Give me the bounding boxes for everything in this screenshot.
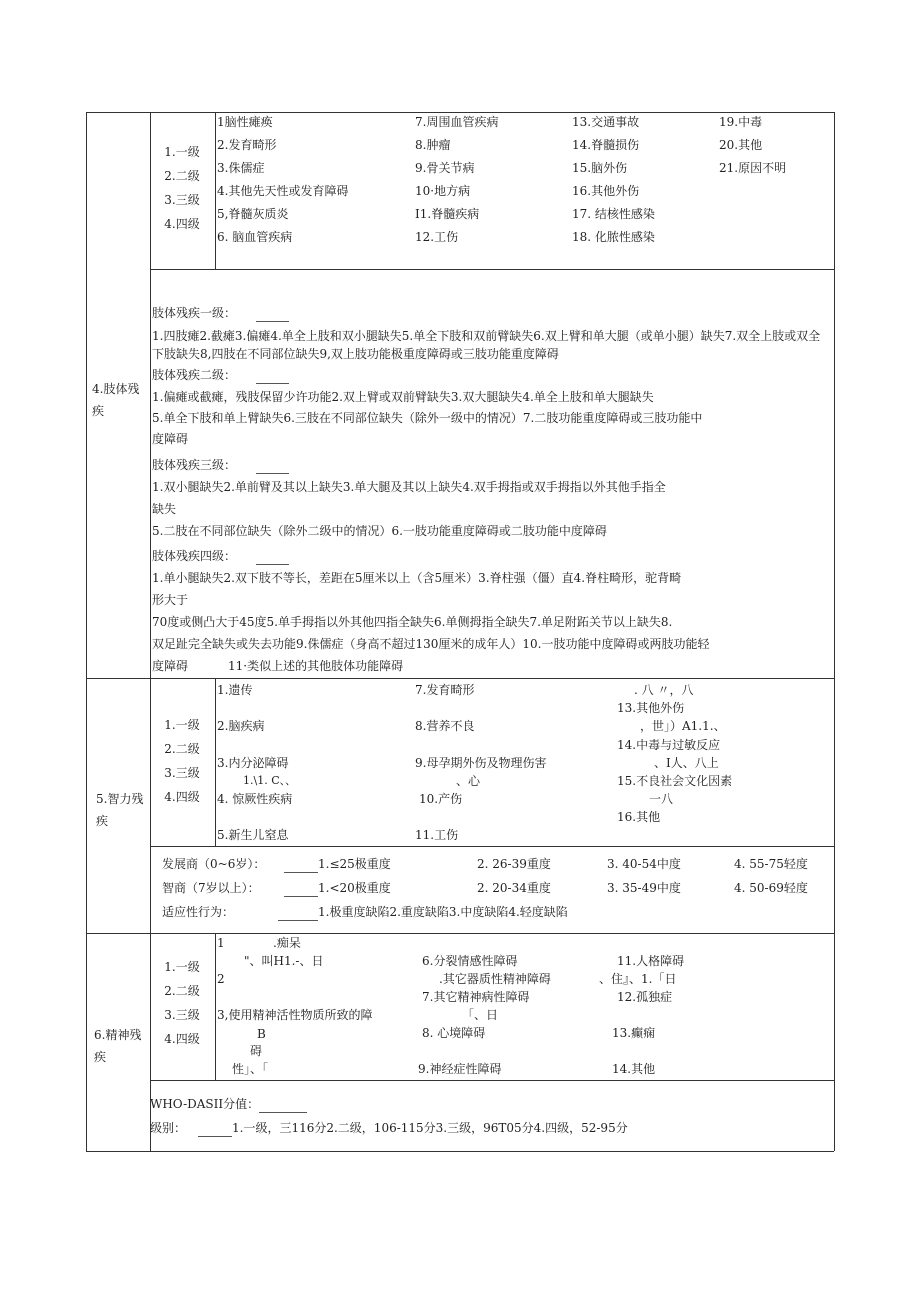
limb-grade2-line: 度障碍 — [152, 432, 189, 446]
mental-cause: 、住』、1.「日 — [599, 972, 677, 986]
intellect-category-label: 5.智力残疾 — [96, 792, 144, 828]
iq-option: 1.<20极重度 — [318, 881, 391, 895]
intellect-cause: 14.中毒与过敏反应 — [617, 738, 721, 752]
table-right-border — [834, 112, 835, 1151]
mental-cause: 8. 心境障碍 — [422, 1026, 486, 1040]
iq-option: 2. 20-34重度 — [477, 881, 551, 895]
who-dasii-label: WHO-DASII分值： — [150, 1097, 260, 1111]
intellect-cause: ，世」）A1.1.、 — [640, 719, 726, 733]
blank-line — [256, 321, 289, 322]
limb-grade4-line: 度障碍 — [152, 659, 189, 673]
adapt-options: 1.极重度缺陷2.重度缺陷3.中度缺陷4.轻度缺陷 — [318, 905, 568, 919]
mental-cause: .其它器质性精神障碍 — [439, 972, 551, 986]
limb-level-divider — [215, 112, 216, 269]
level-3: 3.三级 — [164, 1008, 200, 1022]
mental-cause: 碍 — [250, 1044, 263, 1058]
mental-cause: 11.人格障碍 — [617, 954, 685, 968]
blank-line — [256, 383, 289, 384]
intellect-cause: 1.遗传 — [217, 683, 253, 697]
mental-cause: 6.分裂情感性障碍 — [422, 954, 518, 968]
blank-line — [278, 920, 318, 921]
intellect-cause: 8.营养不良 — [415, 719, 475, 733]
intellect-cause: 、心 — [456, 774, 481, 788]
mental-cause: .痴呆 — [273, 936, 301, 950]
intellect-cause: . 八 〃，八 — [634, 683, 694, 697]
limb-category-label: 4.肢体残疾 — [92, 382, 140, 418]
limb-grade3-line: 5.二肢在不同部位缺失（除外二级中的情况）6.一肢功能重度障碍或二肢功能中度障碍 — [152, 524, 607, 538]
mental-cause: 12.孤独症 — [617, 990, 673, 1004]
limb-grade4-line: 70度或侧凸大于45度5.单手拇指以外其他四指全缺失6.单侧拇指全缺失7.单足附跖关节以上缺失8. — [152, 615, 673, 629]
table-bottom-border — [86, 1151, 834, 1152]
blank-line — [284, 896, 318, 897]
limb-grade3-line: 1.双小腿缺失2.单前臂及其以上缺失3.单大腿及其以上缺失4.双手拇指或双手拇指以外其他手指全 — [152, 480, 666, 494]
dq-option: 1.≤25极重度 — [318, 857, 391, 871]
mental-category-label: 6.精神残疾 — [94, 1028, 142, 1064]
limb-grade2-line: 1.偏瘫或截瘫，残肢保留少许功能2.双上臂或双前臂缺失3.双大腿缺失4.单全上肢和单大腿缺失 — [152, 390, 654, 404]
mental-cause: 7.其它精神病性障碍 — [422, 990, 530, 1004]
limb-cause: 7.周围血管疾病 — [415, 115, 499, 129]
intellect-cause: 10.产伤 — [419, 792, 463, 806]
adapt-label: 适应性行为： — [162, 905, 235, 919]
blank-line — [259, 1112, 307, 1113]
limb-cause: 10·地方病 — [415, 184, 471, 198]
intellect-cause: 一八 — [649, 792, 674, 806]
mental-levels — [152, 955, 212, 1051]
intellect-cause: 11.工伤 — [415, 828, 459, 842]
blank-line — [198, 1136, 232, 1137]
level-2: 2.二级 — [164, 169, 200, 183]
intellect-cause: 16.其他 — [617, 810, 661, 824]
limb-cause: 9.骨关节病 — [415, 161, 475, 175]
level-1: 1.一级 — [164, 145, 200, 159]
mental-grade-label: 级别： — [150, 1121, 187, 1135]
limb-cause: 12.工伤 — [415, 230, 459, 244]
blank-line — [284, 872, 318, 873]
limb-cause: 8.肿瘤 — [415, 138, 451, 152]
limb-cause: 18. 化脓性感染 — [572, 230, 655, 244]
table-top-border — [86, 112, 834, 113]
intellect-cause: 15.不良社会文化因素 — [617, 774, 733, 788]
limb-grade3-title: 肢体残疾三级： — [152, 458, 237, 472]
mental-cause: 1 — [217, 936, 225, 950]
limb-grade1-title: 肢体残疾一级： — [152, 306, 237, 320]
mental-cause: "、叫H1.-、日 — [244, 954, 324, 968]
dq-option: 2. 26-39重度 — [477, 857, 551, 871]
intellect-causes-bottom-border — [150, 846, 834, 847]
limb-cause: 19.中毒 — [719, 115, 763, 129]
intellect-level-divider — [215, 678, 216, 846]
limb-cause: 17. 结核性感染 — [572, 207, 655, 221]
intellect-cause: 3.内分泌障碍 — [217, 756, 289, 770]
level-4: 4.四级 — [164, 217, 200, 231]
intellect-cause: 2.脑疾病 — [217, 719, 265, 733]
level-2: 2.二级 — [164, 984, 200, 998]
mental-level-divider — [215, 933, 216, 1080]
mental-grade-text: 1.一级，三116分2.二级，106-115分3.三级，96T05分4.四级，52-95分 — [232, 1121, 628, 1135]
limb-levels — [152, 140, 212, 236]
limb-cause: 1脑性瘫痪 — [217, 115, 273, 129]
level-3: 3.三级 — [164, 766, 200, 780]
limb-cause: 16.其他外伤 — [572, 184, 640, 198]
blank-line — [256, 564, 289, 565]
mental-cause: 2 — [217, 972, 225, 986]
intellect-cause: 4. 惊厥性疾病 — [217, 792, 293, 806]
limb-grade4-line: 双足趾完全缺失或失去功能9.侏儒症（身高不超过130厘米的成年人）10.一肢功能中度障碍或两肢功能轻 — [152, 637, 710, 651]
limb-grade4-line: 11·类似上述的其他肢体功能障碍 — [228, 659, 404, 673]
limb-cause: 5,脊髓灰质炎 — [217, 207, 289, 221]
intellect-cause: 13.其他外伤 — [617, 701, 685, 715]
intellect-cause: 7.发育畸形 — [415, 683, 475, 697]
level-4: 4.四级 — [164, 1032, 200, 1046]
level-1: 1.一级 — [164, 718, 200, 732]
dq-option: 3. 40-54中度 — [607, 857, 681, 871]
mental-cause: 13.癫痫 — [612, 1026, 656, 1040]
intellect-section-bottom-border — [86, 933, 834, 934]
level-2: 2.二级 — [164, 742, 200, 756]
mental-cause: 14.其他 — [612, 1062, 656, 1076]
iq-label: 智商（7岁以上）： — [162, 881, 260, 895]
limb-grade4-line: 形大于 — [152, 593, 189, 607]
limb-cause: 3.侏儒症 — [217, 161, 265, 175]
limb-cause: 13.交通事故 — [572, 115, 640, 129]
intellect-cause: 1.\1. C、、 — [243, 774, 297, 787]
limb-cause: 15.脑外伤 — [572, 161, 628, 175]
limb-grade1-text: 1.四肢瘫2.截瘫3.偏瘫4.单全上肢和双小腿缺失5.单全下肢和双前臂缺失6.双上臂和单大腿（或单小腿）缺失7.双全上肢或双全下肢缺失8,四肢在不同部位缺失9,双上肢功能极重度障碍或三肢功能重度障碍 — [152, 329, 821, 361]
intellect-cause: 9.母孕期外伤及物理伤害 — [415, 756, 547, 770]
limb-grade2-title: 肢体残疾二级： — [152, 368, 237, 382]
dq-option: 4. 55-75轻度 — [734, 857, 808, 871]
iq-option: 4. 50-69轻度 — [734, 881, 808, 895]
level-1: 1.一级 — [164, 960, 200, 974]
limb-cause: 4.其他先天性或发育障碍 — [217, 184, 349, 198]
dq-label: 发展商（0~6岁）： — [162, 857, 266, 871]
mental-cause: B — [257, 1027, 266, 1041]
level-3: 3.三级 — [164, 193, 200, 207]
iq-option: 3. 35-49中度 — [607, 881, 681, 895]
blank-line — [256, 473, 289, 474]
limb-cause: 14.脊髓损伤 — [572, 138, 640, 152]
mental-cause: 「、日 — [462, 1008, 499, 1022]
limb-cause: 20.其他 — [719, 138, 763, 152]
intellect-levels — [152, 713, 212, 809]
mental-causes-bottom-border — [150, 1080, 834, 1081]
limb-cause: 6. 脑血管疾病 — [217, 230, 293, 244]
limb-grade2-line: 5.单全下肢和单上臂缺失6.三肢在不同部位缺失（除外一级中的情况）7.二肢功能重度障碍或三肢功能中 — [152, 411, 703, 425]
limb-cause: 21.原因不明 — [719, 161, 787, 175]
limb-grade3-line: 缺失 — [152, 502, 177, 516]
level-4: 4.四级 — [164, 790, 200, 804]
limb-section-bottom-border — [86, 678, 834, 679]
limb-grade4-title: 肢体残疾四级： — [152, 549, 237, 563]
mental-cause: 3,使用精神活性物质所致的障 — [217, 1008, 373, 1022]
table-left-border — [86, 112, 87, 1151]
mental-cause: 性」、「 — [232, 1062, 269, 1076]
intellect-cause: 、I人、八上 — [654, 756, 719, 770]
mental-cause: 9.神经症性障碍 — [418, 1062, 502, 1076]
limb-cause: I1.脊髓疾病 — [415, 207, 480, 221]
intellect-cause: 5.新生儿窒息 — [217, 828, 289, 842]
limb-causes-bottom-border — [150, 269, 834, 270]
category-column-divider — [150, 112, 151, 1151]
limb-grade4-line: 1.单小腿缺失2.双下肢不等长，差距在5厘米以上（含5厘米）3.脊柱强（僵）直4.脊柱畸形，驼背畸 — [152, 571, 682, 585]
limb-cause: 2.发育畸形 — [217, 138, 277, 152]
